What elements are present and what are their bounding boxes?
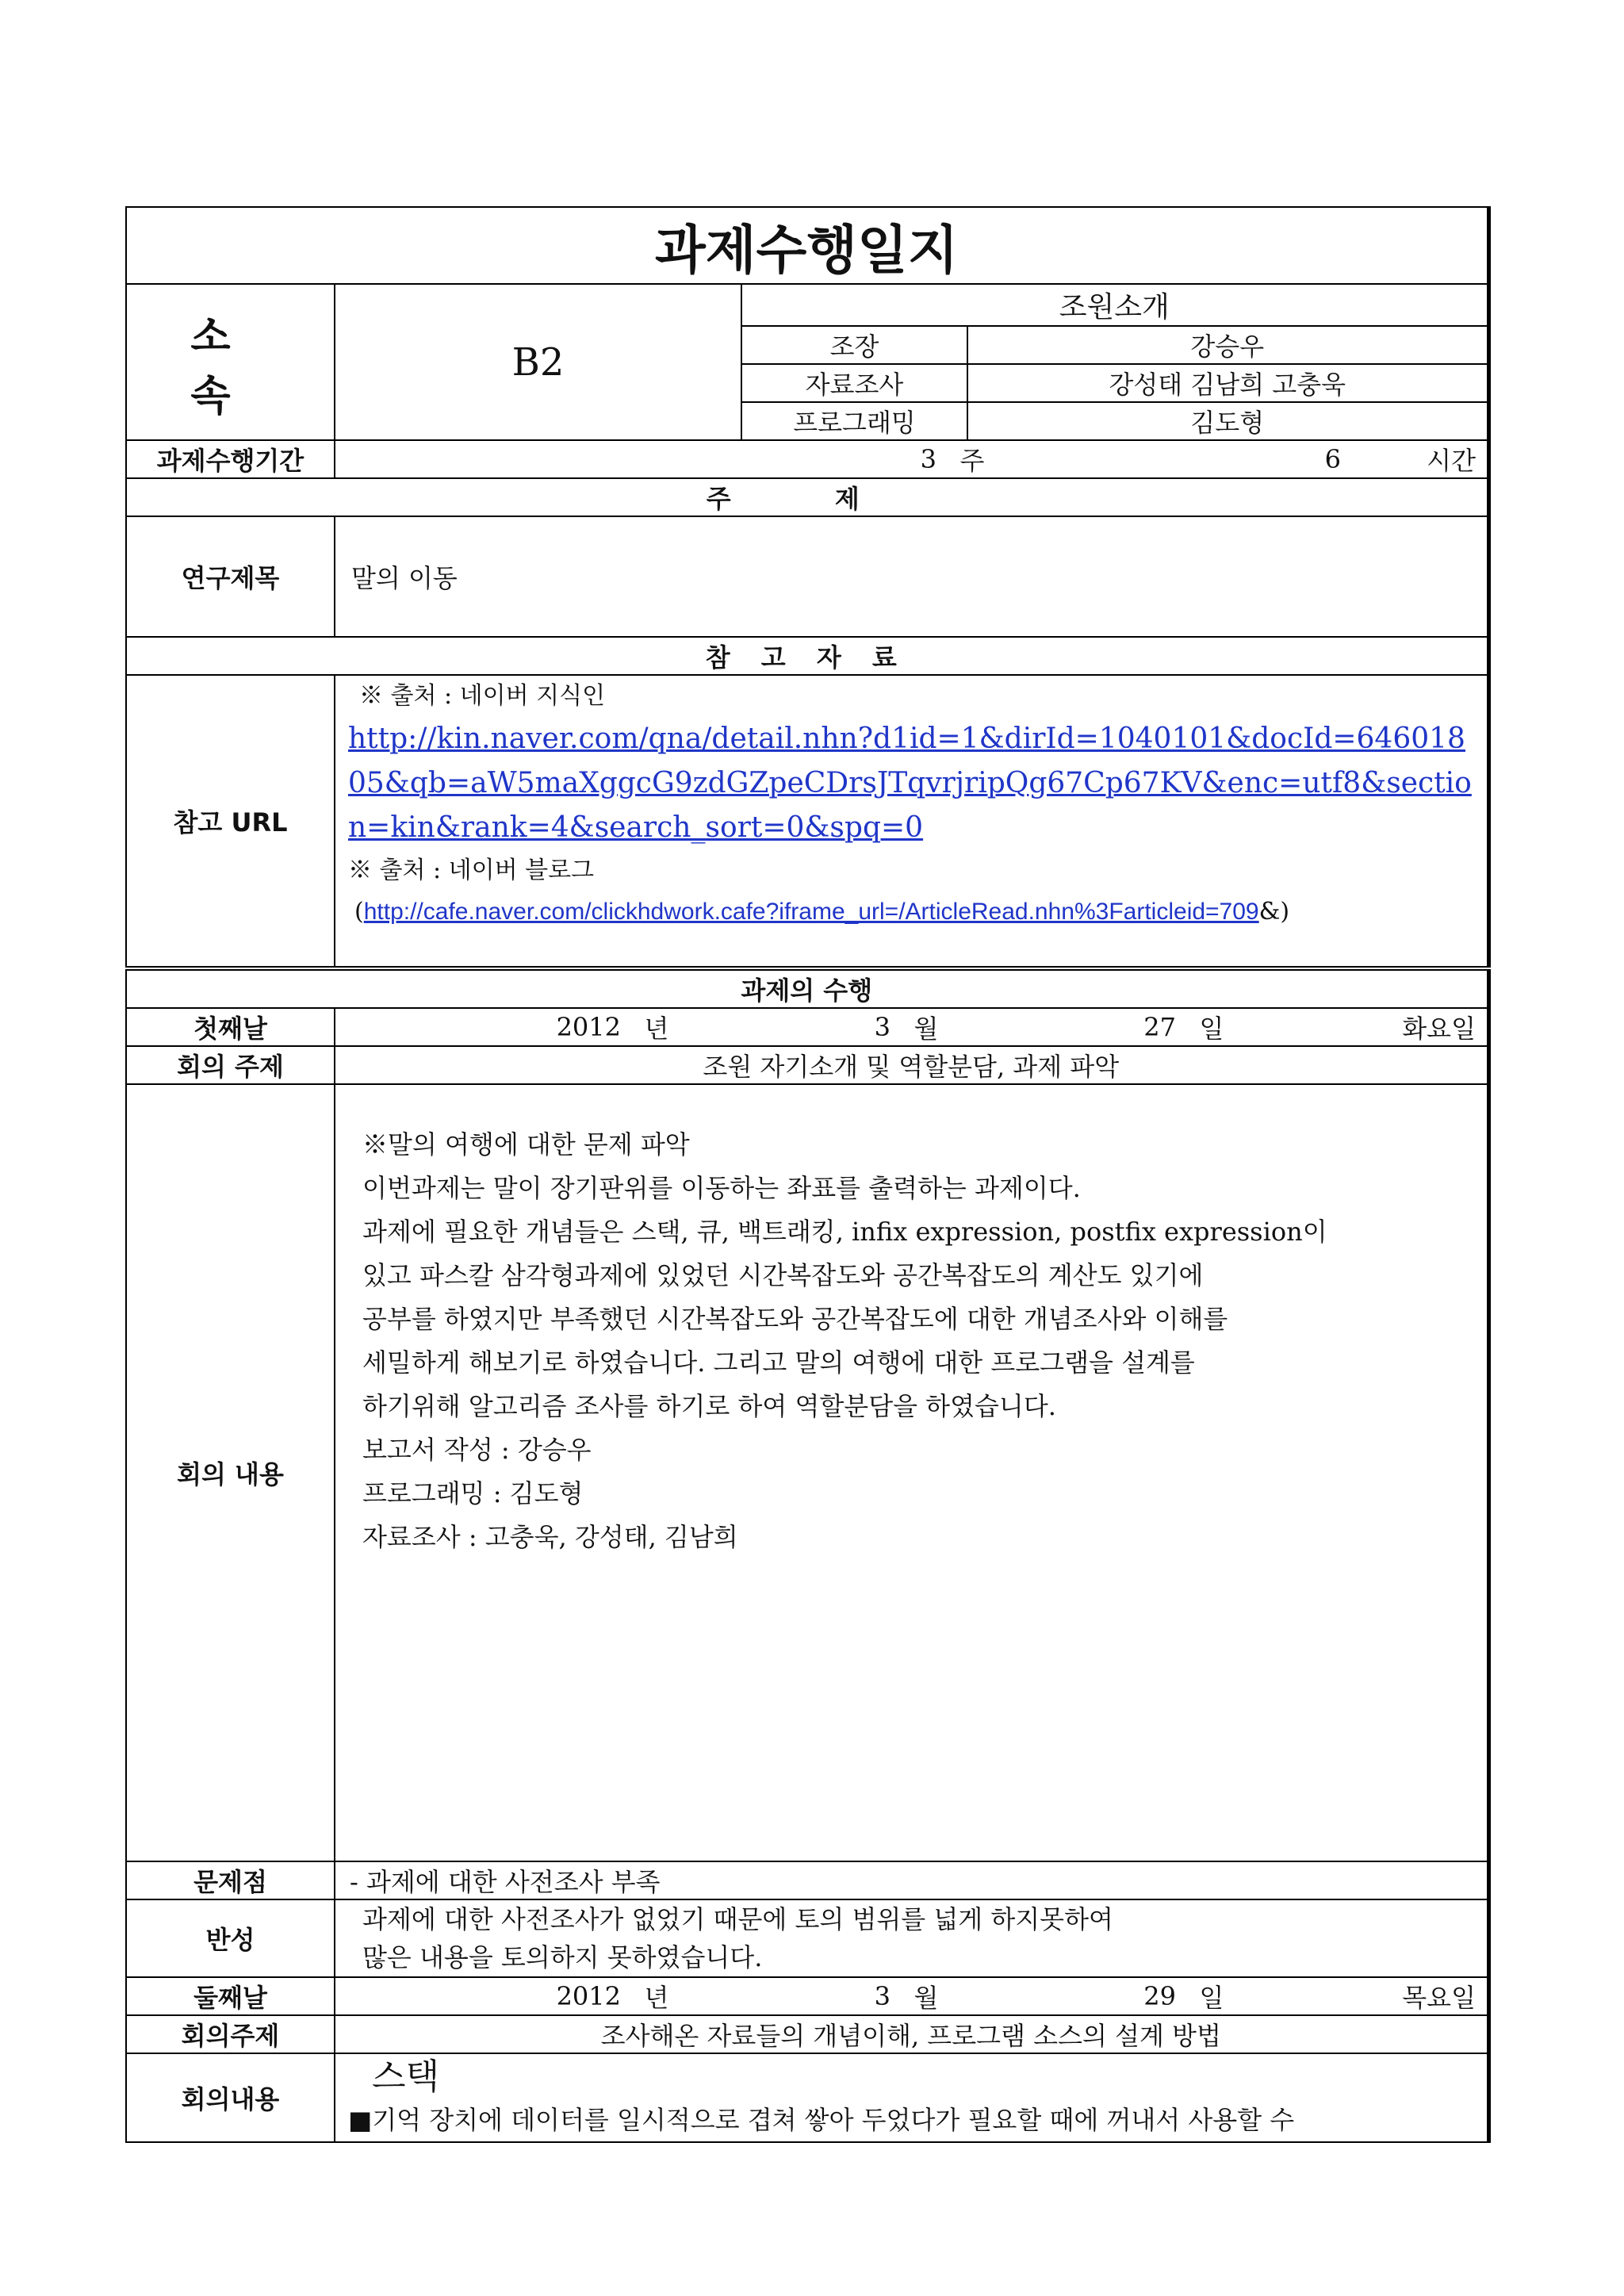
- content-line: ※말의 여행에 대한 문제 파악: [362, 1129, 690, 1159]
- day1-day: 27: [1143, 1012, 1176, 1042]
- work-log-document: [125, 206, 1488, 2143]
- day2-weekday: 목요일: [1402, 1983, 1476, 2013]
- team-role: 자료조사: [741, 364, 967, 402]
- day2-content-heading: 스택: [372, 2056, 440, 2097]
- research-title-value: 말의 이동: [335, 516, 1488, 637]
- day1-label: 첫째날: [126, 1008, 335, 1046]
- reference-url-2-container: [348, 891, 1479, 933]
- day1-content-label: 회의 내용: [126, 1084, 335, 1861]
- day2-year-unit: 년: [644, 1983, 669, 2013]
- team-header: 조원소개: [741, 284, 1488, 326]
- research-title-label: 연구제목: [126, 516, 335, 637]
- day2-day: 29: [1143, 1981, 1176, 2011]
- affiliation-value: B2: [335, 284, 741, 440]
- day2-content-label: 회의내용: [126, 2053, 335, 2142]
- reference-source-2: ※ 출처 : 네이버 블로그: [348, 857, 595, 884]
- reference-url-label: 참고 URL: [126, 675, 335, 968]
- content-line: 자료조사 : 고충욱, 강성태, 김남희: [362, 1522, 738, 1552]
- day2-date: [335, 1977, 1488, 2015]
- content-line: 공부를 하였지만 부족했던 시간복잡도와 공간복잡도에 대한 개념조사와 이해를: [362, 1304, 1228, 1334]
- day2-topic: 조사해온 자료들의 개념이해, 프로그램 소스의 설계 방법: [335, 2015, 1488, 2053]
- reference-url-content: [335, 675, 1488, 968]
- period-week-unit: 주: [959, 446, 985, 476]
- day2-content: [335, 2053, 1488, 2142]
- day1-month-unit: 월: [914, 1014, 939, 1044]
- reflection-line: 많은 내용을 토의하지 못하였습니다.: [362, 1942, 763, 1972]
- day2-year: 2012: [556, 1981, 621, 2011]
- content-line: 하기위해 알고리즘 조사를 하기로 하여 역할분담을 하였습니다.: [362, 1391, 1056, 1421]
- day1-content: [335, 1084, 1488, 1861]
- day1-year-unit: 년: [644, 1014, 669, 1044]
- period-weeks: 3: [920, 444, 936, 474]
- content-line: 보고서 작성 : 강승우: [362, 1435, 592, 1465]
- day1-topic: 조원 자기소개 및 역할분담, 과제 파악: [335, 1046, 1488, 1084]
- day1-problem: - 과제에 대한 사전조사 부족: [335, 1861, 1488, 1899]
- period-hour-unit: 시간: [1427, 446, 1476, 476]
- team-role: 조장: [741, 326, 967, 364]
- team-names: 강성태 김남희 고충욱: [967, 364, 1488, 402]
- reference-url-1-container: [348, 717, 1479, 850]
- content-line: 프로그래밍 : 김도형: [362, 1478, 584, 1508]
- day1-month: 3: [874, 1012, 891, 1042]
- period-label: 과제수행기간: [126, 440, 335, 478]
- references-header: 참 고 자 료: [126, 637, 1488, 675]
- period-value: [335, 440, 1488, 478]
- affiliation-label: 소 속: [126, 284, 335, 440]
- execution-header: 과제의 수행: [126, 968, 1488, 1008]
- day1-day-unit: 일: [1199, 1014, 1224, 1044]
- day1-year: 2012: [556, 1012, 621, 1042]
- content-line: 과제에 필요한 개념들은 스택, 큐, 백트래킹, infix expression, postfix expression이: [362, 1217, 1327, 1247]
- reference-url-2-prefix: (: [354, 898, 364, 926]
- content-line: 이번과제는 말이 장기판위를 이동하는 좌표를 출력하는 과제이다.: [362, 1173, 1081, 1203]
- day1-content-lines: [362, 1123, 1487, 1559]
- day2-topic-label: 회의주제: [126, 2015, 335, 2053]
- day1-problem-label: 문제점: [126, 1861, 335, 1899]
- period-hours: 6: [1324, 444, 1341, 474]
- day2-day-unit: 일: [1199, 1983, 1224, 2013]
- day2-month: 3: [874, 1981, 891, 2011]
- day2-content-line: ■기억 장치에 데이터를 일시적으로 겹쳐 쌓아 두었다가 필요할 때에 꺼내서 사용할 수: [348, 2105, 1295, 2135]
- reference-url-2-link[interactable]: http://cafe.naver.com/clickhdwork.cafe?iframe_url=/ArticleRead.nhn%3Farticleid=709: [363, 899, 1259, 925]
- team-names: 김도형: [967, 402, 1488, 440]
- day1-weekday: 화요일: [1402, 1014, 1476, 1044]
- day1-date: [335, 1008, 1488, 1046]
- reference-source-1: ※ 출처 : 네이버 지식인: [359, 682, 606, 710]
- topic-header: 주 제: [126, 478, 1488, 516]
- day2-month-unit: 월: [914, 1983, 939, 2013]
- reflection-line: 과제에 대한 사전조사가 없었기 때문에 토의 범위를 넓게 하지못하여: [362, 1904, 1113, 1934]
- day1-reflection: [335, 1899, 1488, 1977]
- content-line: 있고 파스칼 삼각형과제에 있었던 시간복잡도와 공간복잡도의 계산도 있기에: [362, 1260, 1204, 1290]
- content-line: 세밀하게 해보기로 하였습니다. 그리고 말의 여행에 대한 프로그램을 설계를: [362, 1347, 1195, 1378]
- day1-reflection-label: 반성: [126, 1899, 335, 1977]
- team-role: 프로그래밍: [741, 402, 967, 440]
- document-title: 과제수행일지: [126, 207, 1488, 284]
- day1-topic-label: 회의 주제: [126, 1046, 335, 1084]
- day2-label: 둘째날: [126, 1977, 335, 2015]
- reference-url-1-link[interactable]: http://kin.naver.com/qna/detail.nhn?d1id=1&dirId=1040101&docId=64601805&qb=aW5maXggcG9zdGZpeCDrsJTqvrjripQg67Cp67KV&enc=utf8&section=kin&rank=4&search_sort=0&spq=0: [348, 723, 1472, 844]
- reference-url-2-suffix: &): [1258, 898, 1290, 926]
- team-names: 강승우: [967, 326, 1488, 364]
- work-log-table: [125, 206, 1491, 2143]
